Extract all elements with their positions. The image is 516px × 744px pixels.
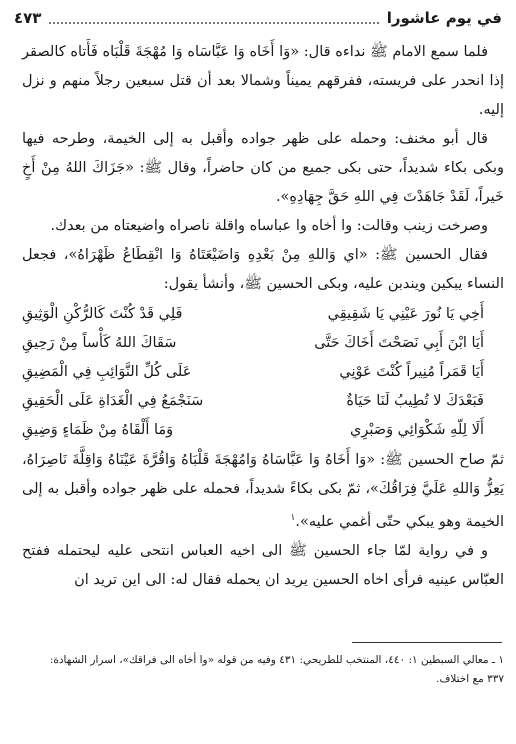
verse-second-hemistich: وَمَا أَلْقَاهُ مِنْ ظَمَاءٍ وَضِيقِ [22,422,174,438]
paragraph-zaynab: وصرخت زينب وقالت: وا أخاه وا عباساه واقلة ناصراه واضيعتاه من بعدك. [50,218,488,234]
footnotes [16,642,504,689]
paragraph-another-narration: و في رواية لمّا جاء الحسين ﷺ الى اخيه العباس انتحى عليه ليحتمله ففتح العبّاس عينيه فرأى اخاه الحسين يريد ان يحمله فقال له: الى اين تريد ان [22,542,504,588]
verse-second-hemistich: سَنَجْمَعُ فِي الْغَدَاةِ عَلَى الْحَقِيقِ [22,393,204,409]
paragraph-abu-mikhnaf: قال أبو مخنف: وحمله على ظهر جواده وأقبل به إلى الخيمة، وطرحه فيها وبكى بكاء شديداً، حتى بكى جميع من كان حاضراً، وقال ﷺ: «جَزَاكَ اللهُ مِنْ أَخٍ خَيراً، لَقَدْ جَاهَدْتَ فِي اللهِ حَقَّ جِهَادِهِ». [22,131,504,205]
chapter-title: في يوم عاشورا [386,9,502,27]
verse-line [22,416,504,445]
verse-line [22,329,504,358]
running-header [14,6,502,30]
verse-first-hemistich: فَبَعْدَكَ لا تُطِيبُ لَنَا حَيَاةٌ [346,393,484,409]
verse-first-hemistich: أَخِي يَا نُورَ عَيْنِي يَا شَقِيقِي [327,306,484,322]
footnote-line: ٣٣٧ مع اختلاف. [436,673,504,685]
paragraph-husayn-lament: فقال الحسين ﷺ: «اي وَاللهِ مِنْ بَعْدِهِ وَاضَيْعَتَاهُ وَا انْقِطَاعُ ظَهْرَاهُ»، فجعل النساء يبكين ويندبن عليه، وبكى الحسين ﷺ، وأنشأ يقول: [22,247,504,292]
verse-second-hemistich: سَقَاكَ اللهُ كَأْساً مِنْ رَحِيقِ [22,335,177,351]
verse-line [22,358,504,387]
poem-verses [22,300,504,445]
verse-second-hemistich: عَلَى كُلِّ النَّوَائِبِ فِي الْمَضِيقِ [22,364,192,380]
paragraph-husayn-cry-text: ثمّ صاح الحسين ﷺ: «وَا أَخَاهُ وَا عَبَّاسَاهُ وَامُهْجَةَ قَلْبَاهُ وَاقُرَّةَ عَيْنَاهُ وَاقِلَّةَ نَاصِرَاهُ، يَعِزُّ وَاللهِ عَلَيَّ فِرَاقُكَ»، ثمّ بكى بكاءً شديداً، فحمله على ظهر جواده وأقبل به إلى الخيمة وهو يبكي حتّى أغمي عليه». [22,452,504,530]
verse-first-hemistich: أَلَا لِلّهِ شَكْوَائِي وَصَبْرِي [350,422,484,438]
footnote-divider [352,642,502,643]
header-dot-leader [49,12,378,24]
verse-second-hemistich: فَلِي قَدْ كُنْتَ كَالرُّكْنِ الْوَثِيقِ [22,306,183,322]
verse-line [22,300,504,329]
paragraph-husayn-cry [22,446,504,537]
verse-line [22,387,504,416]
paragraph-imam-call: فلما سمع الامام ﷺ نداءه قال: «وَا أَخَاه وَا عَبَّاسَاه وَا مُهْجَةَ قَلْبَاه فَأَتاه كالصقر إذا انحدر على فريسته، ففرقهم يميناً وشمالا بعد أن قتل سبعين رجلاً منهم و نزل إليه. [22,44,504,118]
verse-first-hemistich: أَيَا ابْنَ أَبِي نَصَحْتَ أَخَاكَ حَتَّى [314,335,484,351]
main-text [22,38,504,595]
verse-first-hemistich: أَيَا قَمَراً مُنِيراً كُنْتَ عَوْنِي [339,364,484,380]
footnote-marker[interactable]: ١ [290,513,296,523]
footnote-line: ١ ـ معالي السبطين ١: ٤٤٠، المنتخب للطريحي: ٤٣١ وفيه من قوله «وا أخاه الى فراقك»، اسرار الشهادة: [49,654,504,666]
page-number: ٤٧٣ [14,9,42,27]
